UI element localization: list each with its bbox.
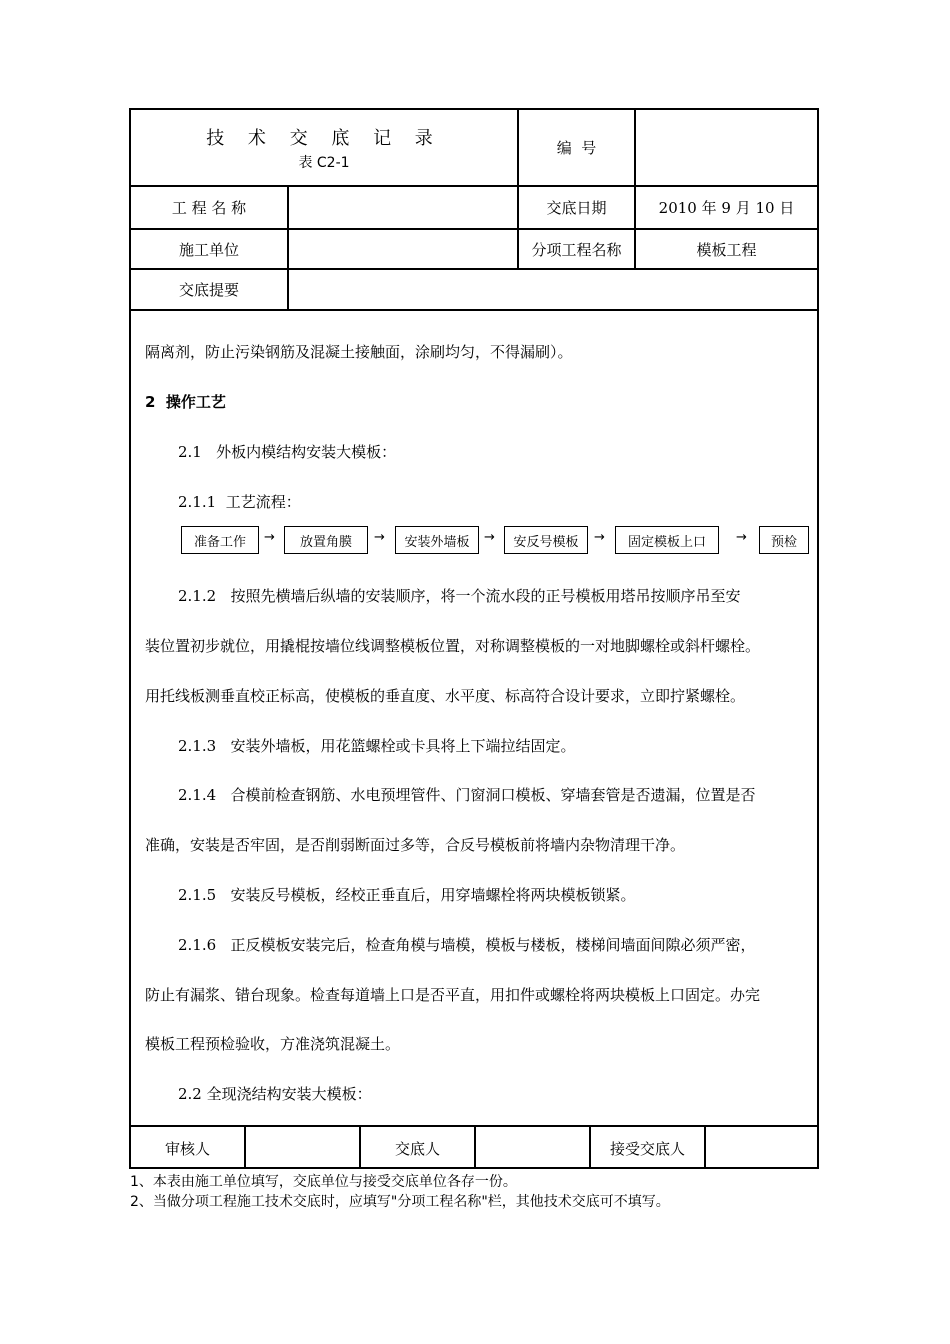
form-title-block bbox=[131, 110, 517, 185]
form-code: 表 C2-1 bbox=[298, 154, 350, 171]
unit-label: 施工单位 bbox=[178, 240, 239, 259]
sub-project-value[interactable]: 模板工程 bbox=[696, 240, 757, 259]
footnote-2: 2、当做分项工程施工技术交底时，应填写"分项工程名称"栏，其他技术交底可不填写。 bbox=[130, 1194, 670, 1210]
flow-step: 安装外墙板 bbox=[395, 526, 479, 554]
reviewer-value[interactable] bbox=[246, 1127, 359, 1169]
subsection-2-1-6-line3: 模板工程预检验收，方准浇筑混凝土。 bbox=[145, 1035, 401, 1053]
project-name-label: 工 程 名 称 bbox=[171, 199, 247, 217]
date-label: 交底日期 bbox=[546, 199, 607, 217]
summary-value[interactable] bbox=[289, 270, 817, 309]
number-value[interactable] bbox=[636, 110, 817, 185]
subsection-2-1: 2.1 外板内模结构安装大模板： bbox=[178, 443, 397, 461]
unit-value[interactable] bbox=[289, 230, 517, 268]
reviewer-label: 审核人 bbox=[164, 1139, 210, 1158]
sub-project-label: 分项工程名称 bbox=[531, 240, 622, 259]
flow-step: 放置角膜 bbox=[284, 526, 368, 554]
number-label: 编 号 bbox=[556, 139, 597, 157]
summary-label: 交底提要 bbox=[178, 281, 239, 299]
subsection-2-1-2-line1: 2.1.2 按照先横墙后纵墙的安装顺序，将一个流水段的正号模板用塔吊按顺序吊至安 bbox=[178, 587, 741, 605]
section-heading: 2 操作工艺 bbox=[145, 393, 226, 411]
subsection-2-1-3: 2.1.3 安装外墙板，用花篮螺栓或卡具将上下端拉结固定。 bbox=[178, 737, 576, 755]
flow-step: 预检 bbox=[759, 526, 809, 554]
receiver-value[interactable] bbox=[706, 1127, 817, 1169]
footnote-1: 1、本表由施工单位填写，交底单位与接受交底单位各存一份。 bbox=[130, 1174, 517, 1190]
presenter-label: 交底人 bbox=[394, 1139, 440, 1158]
flow-arrow-icon: → bbox=[736, 530, 747, 545]
date-value[interactable]: 2010 年 9 月 10 日 bbox=[658, 199, 795, 217]
subsection-2-1-1: 2.1.1 工艺流程： bbox=[178, 493, 301, 511]
flow-step: 固定模板上口 bbox=[615, 526, 719, 554]
flow-arrow-icon: → bbox=[374, 530, 385, 545]
subsection-2-1-5: 2.1.5 安装反号模板，经校正垂直后，用穿墙螺栓将两块模板锁紧。 bbox=[178, 886, 636, 904]
presenter-value[interactable] bbox=[476, 1127, 589, 1169]
form-title: 技 术 交 底 记 录 bbox=[206, 127, 442, 149]
row-divider bbox=[129, 309, 819, 311]
receiver-label: 接受交底人 bbox=[609, 1139, 685, 1158]
project-name-value[interactable] bbox=[289, 187, 517, 228]
flow-step: 安反号模板 bbox=[504, 526, 588, 554]
subsection-2-1-4-line1: 2.1.4 合模前检查钢筋、水电预埋管件、门窗洞口模板、穿墙套管是否遗漏，位置是否 bbox=[178, 786, 756, 804]
flow-arrow-icon: → bbox=[484, 530, 495, 545]
flow-arrow-icon: → bbox=[594, 530, 605, 545]
flow-step: 准备工作 bbox=[181, 526, 259, 554]
subsection-2-1-4-line2: 准确，安装是否牢固，是否削弱断面过多等，合反号模板前将墙内杂物清理干净。 bbox=[145, 836, 686, 854]
subsection-2-2: 2.2 全现浇结构安装大模板： bbox=[178, 1085, 372, 1103]
subsection-2-1-2-line3: 用托线板测垂直校正标高，使模板的垂直度、水平度、标高符合设计要求，立即拧紧螺栓。 bbox=[145, 687, 746, 705]
flow-arrow-icon: → bbox=[264, 530, 275, 545]
subsection-2-1-6-line1: 2.1.6 正反模板安装完后，检查角模与墙模，模板与楼板，楼梯间墙面间隙必须严密， bbox=[178, 936, 756, 954]
paragraph-continuation: 隔离剂，防止污染钢筋及混凝土接触面，涂刷均匀，不得漏刷）。 bbox=[145, 343, 573, 361]
subsection-2-1-6-line2: 防止有漏浆、错台现象。检查每道墙上口是否平直，用扣件或螺栓将两块模板上口固定。办完 bbox=[145, 986, 761, 1004]
subsection-2-1-2-line2: 装位置初步就位，用撬棍按墙位线调整模板位置，对称调整模板的一对地脚螺栓或斜杆螺栓。 bbox=[145, 637, 761, 655]
